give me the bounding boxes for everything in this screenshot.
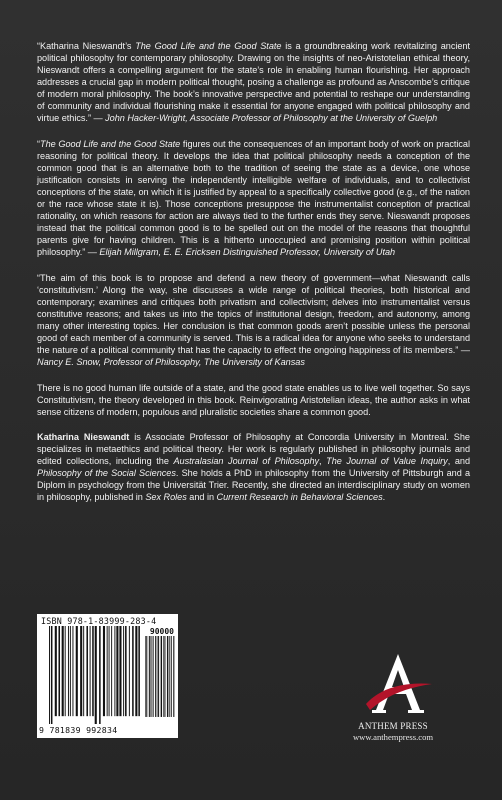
barcode-bar <box>123 626 124 716</box>
barcode-bar <box>107 626 108 716</box>
barcode-bar <box>49 626 50 724</box>
blurb-2-body: figures out the consequences of an important body of work on practical reasoning for political theory. It develops the idea that political philosophy needs a conception of the common good that is an alternative both to the tradition of seeing the state as a device, one whose justification consists in serving the independently intelligible welfare of individuals, and to collectivist conceptions of the state, on which it is justified by appeal to a specifically collective good (e.g., of the nation or the race whose state it is). Those conceptions presuppose the instrumentalist conception of practical rationality, on which reasons for action are always tied to the further ends they serve. Nieswandt proposes instead that the political common good is to be spelled out on the model of the reasons that thoughtful parents give for having children. This is a hitherto unoccupied and promising position within political philosophy.” — <box>37 139 470 257</box>
ean-digits: 9 781839 992834 <box>39 725 118 735</box>
author-bio-text-6: . <box>382 492 386 502</box>
blurb-2-attribution: Elijah Millgram, E. E. Ericksen Distinguished Professor, University of Utah <box>99 247 396 257</box>
blurb-1-book-title: The Good Life and the Good State <box>135 41 282 51</box>
author-bio <box>37 431 470 503</box>
barcode-bar <box>111 626 112 716</box>
barcode-bar <box>169 636 170 717</box>
blurb-3-body: “The aim of this book is to propose and defend a new theory of government—what Nieswandt calls ‘constitutivism.’ Along the way, she discusses a wide range of political theories, both historical and contemporary; examines and critiques both privatism and collectivism; delves into instrumentalist versus constitutive reasons; and takes us into the topics of institutional design, freedom, and autonomy, among many other interesting topics. Her conclusion is that common goods aren’t possible unless the personal good of each member of a community is served. This is a radical idea for anyone who seeks to understand the nature of a political community that has the capacity to effect the ongoing happiness of its members.” — <box>37 273 470 355</box>
isbn-barcode <box>37 614 178 738</box>
barcode-bar <box>129 626 130 716</box>
barcode-bar <box>92 626 94 716</box>
author-bio-text-4: . She holds a PhD in philosophy from the University of Pittsburgh and a Diplom in psychology from the Universität Trier. Recently, she directed an interdisciplinary study on women in philosophy, published in <box>37 468 471 502</box>
barcode-bar <box>62 626 64 716</box>
barcode-bar <box>145 636 146 717</box>
barcode-bar <box>149 636 150 717</box>
barcode-bar <box>150 636 151 717</box>
barcode-bar <box>157 636 158 717</box>
barcode-bar <box>153 636 154 717</box>
blurb-1-attribution: John Hacker-Wright, Associate Professor of Philosophy at the University of Guelph <box>105 113 438 123</box>
barcode-bar <box>132 626 134 716</box>
blurb-3 <box>37 272 470 368</box>
back-cover-text <box>37 40 470 517</box>
blurb-2-opening: “ <box>37 139 41 149</box>
barcode-bar <box>95 626 97 724</box>
barcode-bar <box>83 626 84 716</box>
barcode-bar <box>158 636 159 717</box>
barcode-bar <box>119 626 121 716</box>
blurb-1-body: is a groundbreaking work revitalizing ancient political philosophy for contemporary philosophy. Drawing on the insights of neo-Aristotelian ethical theory, Nieswandt offers a compelling argument for the state’s role in enabling human flourishing. Her approach addresses a crucial gap in modern political thought, posing a challenge as profound as Anscombe’s critique of modern moral philosophy. The book’s innovative perspective and potential to reshape our understanding of community and individual flourishing make it essential for anyone engaged with political philosophy and virtue ethics.” — <box>37 41 470 123</box>
barcode-bar <box>80 626 82 716</box>
barcode-bar <box>155 636 156 717</box>
barcode-bar <box>90 626 91 716</box>
isbn-label: ISBN 978-1-83999-283-4 <box>41 616 157 626</box>
barcode-bar <box>70 626 71 716</box>
barcode-bar <box>138 626 140 716</box>
barcode-addon-bars <box>145 636 175 724</box>
author-bio-text-3: , and <box>447 456 471 466</box>
barcode-bar <box>99 626 101 724</box>
barcode-bar <box>109 626 110 716</box>
barcode-bar <box>72 626 73 716</box>
book-description: There is no good human life outside of a state, and the good state enables us to live well together. So says Constitutivism, the theory developed in this book. Reinvigorating Aristotelian ideas, the author asks in what sense citizens of modern, populous and pluralistic societies share a common good. <box>37 383 470 417</box>
blurb-2 <box>37 138 470 258</box>
barcode-bar <box>55 626 57 716</box>
publisher-url[interactable]: www.anthempress.com <box>352 732 434 742</box>
barcode-bar <box>68 626 69 716</box>
blurb-1-opening: “Katharina Nieswandt’s <box>37 41 136 51</box>
author-bio-text-1: is Associate Professor of Philosophy at Concordia University in Montreal. She specializes in metaethics and political theory. Her work is regularly published in philosophy journals and edited collections, including the <box>37 432 470 466</box>
barcode-bars <box>49 626 140 724</box>
journal-4: Sex Roles <box>145 492 187 502</box>
barcode-bar <box>51 626 53 724</box>
barcode-bar <box>146 636 147 717</box>
barcode-bar <box>164 636 165 717</box>
author-bio-text-2: , <box>319 456 327 466</box>
price-code: 90000 <box>149 627 174 636</box>
author-bio-text-5: and in <box>186 492 217 502</box>
journal-2: The Journal of Value Inquiry <box>326 456 448 466</box>
journal-1: Australasian Journal of Philosophy <box>173 456 320 466</box>
anthem-a-logo-icon <box>362 652 434 716</box>
blurb-1 <box>37 40 470 124</box>
publisher-name: ANTHEM PRESS <box>358 721 428 731</box>
barcode-bar <box>135 626 137 716</box>
barcode-bar <box>125 626 127 716</box>
blurb-2-book-title: The Good Life and the Good State <box>40 139 181 149</box>
barcode-bar <box>114 626 115 716</box>
barcode-bar <box>116 626 118 716</box>
barcode-bar <box>167 636 168 717</box>
barcode-bar <box>58 626 60 716</box>
blurb-3-attribution: Nancy E. Snow, Professor of Philosophy, The University of Kansas <box>37 357 305 367</box>
barcode-bar <box>86 626 88 716</box>
author-name: Katharina Nieswandt <box>37 432 130 442</box>
barcode-bar <box>161 636 162 717</box>
barcode-bar <box>173 636 174 717</box>
barcode-bar <box>171 636 172 717</box>
barcode-bar <box>65 626 66 716</box>
journal-3: Philosophy of the Social Sciences <box>37 468 176 478</box>
barcode-bar <box>76 626 78 716</box>
barcode-bar <box>163 636 164 717</box>
journal-5: Current Research in Behavioral Sciences <box>216 492 383 502</box>
barcode-bar <box>103 626 105 716</box>
